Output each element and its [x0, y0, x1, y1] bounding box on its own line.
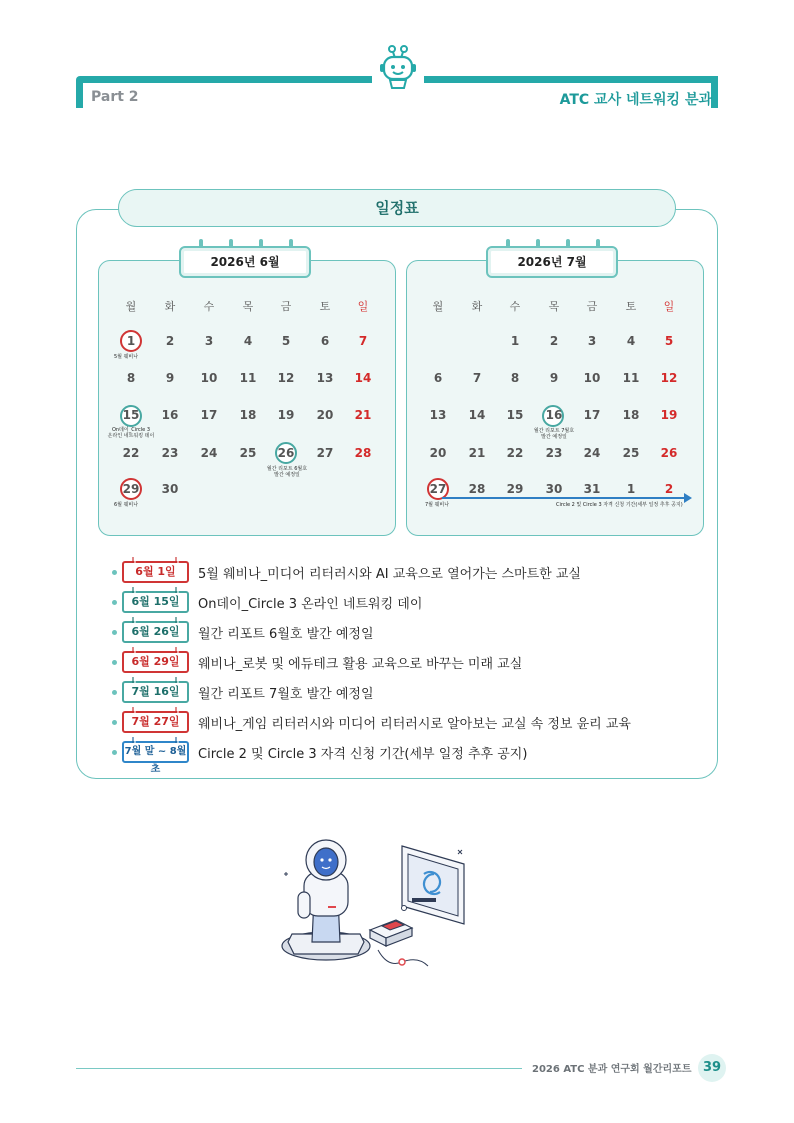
legend-text: 5월 웨비나_미디어 리터러시와 AI 교육으로 열어가는 스마트한 교실 — [198, 567, 581, 582]
date-badge: 6월 26일 — [122, 621, 189, 643]
header-rule-right — [424, 76, 718, 83]
weekday-label: 월 — [125, 300, 137, 313]
calendar-note: 월간 리포트 6월호 발간 예정일 — [266, 466, 308, 478]
weekday-label: 토 — [625, 300, 637, 313]
calendar-day: 16 — [545, 408, 563, 422]
part-label: Part 2 — [91, 89, 139, 105]
calendar-day: 3 — [587, 334, 597, 348]
period-arrow — [442, 497, 686, 499]
bullet-dot — [112, 630, 117, 635]
calendar-day: 20 — [316, 408, 334, 422]
calendar-day: 23 — [161, 446, 179, 460]
calendar-day: 1 — [626, 482, 636, 496]
calendar-day: 29 — [122, 482, 140, 496]
legend-text: 웨비나_로봇 및 에듀테크 활용 교육으로 바꾸는 미래 교실 — [198, 657, 523, 672]
calendar-day: 21 — [468, 446, 486, 460]
calendar-day: 14 — [354, 371, 372, 385]
legend-item — [112, 621, 672, 645]
calendar-day: 23 — [545, 446, 563, 460]
header-rule-left-cap — [76, 76, 83, 108]
calendar-day: 29 — [506, 482, 524, 496]
bullet-dot — [112, 660, 117, 665]
calendar-day: 5 — [664, 334, 674, 348]
calendar-june-title: 2026년 6월 — [179, 246, 311, 278]
calendar-day: 1 — [126, 334, 136, 348]
calendar-day: 26 — [277, 446, 295, 460]
legend-item — [112, 741, 672, 775]
calendar-day: 24 — [200, 446, 218, 460]
page-number: 39 — [698, 1054, 726, 1082]
calendar-day: 31 — [583, 482, 601, 496]
calendar-day: 25 — [239, 446, 257, 460]
calendar-day: 9 — [549, 371, 559, 385]
bullet-dot — [112, 750, 117, 755]
bullet-dot — [112, 690, 117, 695]
calendar-day: 27 — [429, 482, 447, 496]
weekday-label: 일 — [663, 300, 675, 313]
calendar-day: 12 — [277, 371, 295, 385]
calendar-day: 1 — [510, 334, 520, 348]
legend-text: 웨비나_게임 리터러시와 미디어 리터러시로 알아보는 교실 속 정보 윤리 교육 — [198, 717, 631, 732]
footer-title: 2026 ATC 분과 연구회 월간리포트 — [532, 1064, 692, 1075]
calendar-day: 22 — [122, 446, 140, 460]
calendar-day: 6 — [433, 371, 443, 385]
calendar-note: On데이_Circle 3 온라인 네트워킹 데이 — [107, 427, 155, 439]
calendar-note: 5월 웨비나 — [114, 354, 139, 360]
weekday-label: 금 — [586, 300, 598, 313]
date-badge: 6월 1일 — [122, 561, 189, 583]
period-arrow-head — [684, 493, 692, 503]
calendar-day: 18 — [622, 408, 640, 422]
calendar-day: 16 — [161, 408, 179, 422]
calendar-day: 2 — [664, 482, 674, 496]
calendar-day: 9 — [165, 371, 175, 385]
calendar-day: 30 — [545, 482, 563, 496]
legend-text: Circle 2 및 Circle 3 자격 신청 기간(세부 일정 추후 공지) — [198, 747, 528, 762]
calendar-day: 4 — [626, 334, 636, 348]
date-badge: 6월 15일 — [122, 591, 189, 613]
calendar-day: 12 — [660, 371, 678, 385]
calendar-day: 13 — [316, 371, 334, 385]
calendar-day: 18 — [239, 408, 257, 422]
weekday-label: 화 — [471, 300, 483, 313]
calendar-day: 11 — [239, 371, 257, 385]
calendar-day: 17 — [583, 408, 601, 422]
legend-item — [112, 681, 672, 705]
legend-text: On데이_Circle 3 온라인 네트워킹 데이 — [198, 597, 423, 612]
calendar-note: Circle 2 및 Circle 3 자격 신청 기간(세부 일정 추후 공지) — [556, 502, 683, 508]
weekday-label: 일 — [357, 300, 369, 313]
weekday-label: 목 — [548, 300, 560, 313]
calendar-day: 21 — [354, 408, 372, 422]
calendar-july-title: 2026년 7월 — [486, 246, 618, 278]
header-rule-right-cap — [711, 76, 718, 108]
calendar-day: 8 — [510, 371, 520, 385]
calendar-day: 15 — [122, 408, 140, 422]
legend-item — [112, 591, 672, 615]
bullet-dot — [112, 600, 117, 605]
legend-item — [112, 561, 672, 585]
calendar-day: 14 — [468, 408, 486, 422]
calendar-day: 7 — [358, 334, 368, 348]
header-rule-left — [76, 76, 372, 83]
calendar-day: 13 — [429, 408, 447, 422]
weekday-label: 목 — [242, 300, 254, 313]
date-badge: 6월 29일 — [122, 651, 189, 673]
weekday-label: 금 — [280, 300, 292, 313]
calendar-day: 3 — [204, 334, 214, 348]
calendar-day: 8 — [126, 371, 136, 385]
calendar-day: 2 — [549, 334, 559, 348]
calendar-day: 7 — [472, 371, 482, 385]
calendar-note: 7월 웨비나 — [425, 502, 450, 508]
calendar-day: 15 — [506, 408, 524, 422]
calendar-day: 24 — [583, 446, 601, 460]
calendar-day: 20 — [429, 446, 447, 460]
calendar-day: 10 — [200, 371, 218, 385]
section-title: ATC 교사 네트워킹 분과 — [559, 92, 712, 108]
bullet-dot — [112, 720, 117, 725]
calendar-day: 19 — [277, 408, 295, 422]
calendar-day: 17 — [200, 408, 218, 422]
calendar-day: 30 — [161, 482, 179, 496]
legend-item — [112, 651, 672, 675]
calendar-day: 22 — [506, 446, 524, 460]
calendar-note: 월간 리포트 7월호 발간 예정일 — [533, 428, 575, 440]
weekday-label: 수 — [203, 300, 215, 313]
calendar-day: 25 — [622, 446, 640, 460]
weekday-label: 수 — [509, 300, 521, 313]
date-badge: 7월 말 ~ 8월 초 — [122, 741, 189, 763]
calendar-day: 11 — [622, 371, 640, 385]
calendar-day: 27 — [316, 446, 334, 460]
calendar-day: 5 — [281, 334, 291, 348]
calendar-day: 28 — [354, 446, 372, 460]
robot-mascot-icon — [378, 44, 418, 92]
weekday-label: 화 — [164, 300, 176, 313]
calendar-day: 4 — [243, 334, 253, 348]
date-badge: 7월 16일 — [122, 681, 189, 703]
legend-item — [112, 711, 672, 735]
date-badge: 7월 27일 — [122, 711, 189, 733]
calendar-day: 28 — [468, 482, 486, 496]
bullet-dot — [112, 570, 117, 575]
calendar-day: 26 — [660, 446, 678, 460]
calendar-day: 19 — [660, 408, 678, 422]
weekday-label: 월 — [432, 300, 444, 313]
weekday-label: 토 — [319, 300, 331, 313]
calendar-day: 6 — [320, 334, 330, 348]
legend-text: 월간 리포트 7월호 발간 예정일 — [198, 687, 374, 702]
schedule-title: 일정표 — [118, 189, 676, 227]
calendar-day: 10 — [583, 371, 601, 385]
footer-rule — [76, 1068, 522, 1069]
legend-text: 월간 리포트 6월호 발간 예정일 — [198, 627, 374, 642]
calendar-note: 6월 웨비나 — [114, 502, 139, 508]
robot-computer-illustration — [278, 838, 474, 984]
calendar-day: 2 — [165, 334, 175, 348]
